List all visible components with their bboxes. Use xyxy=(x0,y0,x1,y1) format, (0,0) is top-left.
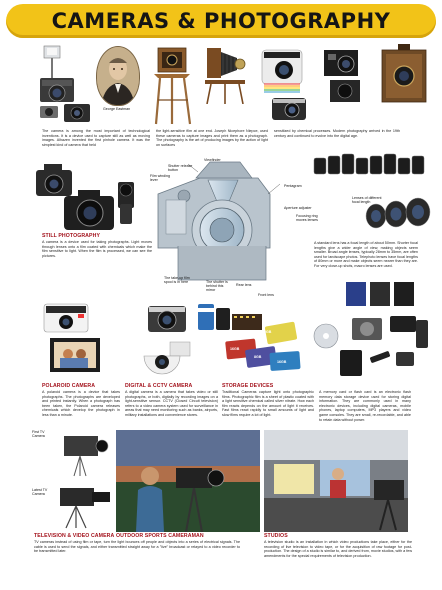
compact-camera-illustration xyxy=(270,94,308,124)
label-aperture-adjuster: Aperture adjuster xyxy=(284,206,312,210)
intro-text-right: sensitized by chemical processes. Modern photography arrived in the 19th century and continued to evolve into the digital age. xyxy=(274,129,400,138)
label-take-up-spool: The take-up film spool is in here xyxy=(164,276,190,285)
instant-photo-illustration xyxy=(48,336,104,374)
flash-camera-illustration xyxy=(38,44,94,128)
label-shutter-release: Shutter release button xyxy=(168,164,193,173)
intro-text-middle: the light-sensitive film at one end. Joseph Nicephore Niepce, used these cameras to capture images and print them as a photograph. The photography is the art of producing images by the action of light on surfaces xyxy=(156,129,268,147)
lens-text: A standard lens has a focal length of about 50mm. Shorter focal lengths give a wider angle of view, making objects seem smaller. Broad angle lenses, typically 28mm to 35mm, are often used for landscape photos. Telephoto lenses have focal lengths of 80mm or more and make objects seem nearer than they are. For very close-up shots, macro lenses are used. xyxy=(314,241,418,268)
heading-outdoor-sports: OUTDOOR SPORTS CAMERAMAN xyxy=(116,533,204,539)
instant-camera-illustration xyxy=(258,42,312,96)
george-eastman-portrait xyxy=(96,46,140,106)
heading-polaroid: POLAROID CAMERA xyxy=(42,383,96,389)
label-latest-tv-camera: Latest TV Camera xyxy=(32,488,48,497)
heading-still-photography: STILL PHOTOGRAPHY xyxy=(42,233,100,239)
tv-camera-text: TV cameras instead of using film or tape, turn the light bounces off people and objects into a series of electrical signals. The cable is used to send the signals, and either transmitted straight away for a "live" broadcast or relayed to a video recorder to be transmitted later. xyxy=(34,540,240,554)
label-film-winding: Film winding lever xyxy=(150,174,170,183)
heading-studios: STUDIOS xyxy=(264,533,288,539)
tv-studio-photo xyxy=(264,430,408,532)
heading-storage: STORAGE DEVICES xyxy=(222,383,274,389)
digital-camera-illustration xyxy=(146,300,188,336)
heading-tv-video-camera: TELEVISION & VIDEO CAMERA xyxy=(34,533,115,539)
film-and-memory-cards-illustration xyxy=(196,300,310,380)
still-photography-text: A camera is a device used for taking photographs. Light moves through lenses onto a film coated with chemicals which make the film sensitive to light. When the film is processed, we can see the pictures. xyxy=(42,240,152,258)
label-lenses-focal: Lenses of different focal length xyxy=(352,196,382,205)
polaroid-camera-illustration xyxy=(42,300,90,334)
label-focusing-ring: Focusing ring moves lenses xyxy=(296,214,318,223)
label-rear-lens: Rear lens xyxy=(236,283,252,287)
bellows-camera-illustration xyxy=(205,44,247,104)
portrait-caption: George Eastman xyxy=(103,107,131,111)
card-label-3: 8GB xyxy=(254,355,262,359)
intro-text-left: The camera is among the most important of technological inventions. It is a device used to capture still as well as moving images. Alhazen invented the first pinhole camera. It was the simplest kind of camera that held xyxy=(42,129,150,147)
heading-digital-cctv: DIGITAL & CCTV CAMERA xyxy=(125,383,193,389)
sports-cameraman-photo xyxy=(116,430,260,532)
storage-text: Traditional Cameras capture light onto photographic films. Photographic film is a sheet of plastic coated with a light sensitive chemical called silver nitrate. How each film reacts depends on the amount of light it receives. Fast films react rapidly to small amounts of light and slow films require a lot of light. xyxy=(222,390,314,417)
polaroid-text: A polaroid camera is a device that takes photographs. The photographs are developed and printed instantly. When a photograph has been taken, the Polaroid camera releases chemicals which develop the photograph in less than a minute. xyxy=(42,390,120,417)
slr-cameras-illustration xyxy=(34,160,144,236)
title-banner xyxy=(6,4,436,38)
folding-camera-illustration xyxy=(320,44,374,114)
box-camera-illustration xyxy=(376,42,436,112)
lenses-illustration xyxy=(312,150,438,240)
card-label-1: 32GB xyxy=(262,330,272,334)
label-shutter-mirror: The shutter is behind this mirror xyxy=(206,280,228,293)
card-label-2: 16GB xyxy=(230,347,240,351)
studios-text: A television studio is an installation in which video productions take place, either for the recording of live television to video tape, or for the acquisition of raw footage for post-production. The design of a studio is similar to, and derived from, movie studios, with a few amendments for the special requirements of television production. xyxy=(264,540,412,558)
label-viewfinder: Viewfinder xyxy=(204,158,221,162)
memory-card-text: A memory card or flash card is an electronic flash memory data storage device used for storing digital information. They are commonly used in many electronic devices, including digital cameras, mobile phones, laptop computers, MP3 players and video game consoles. They are small, re-recordable, and able to retain data without power. xyxy=(319,390,411,422)
digital-cctv-text: A digital camera is a camera that takes video or still photographs, or both, digitally by recording images on a light-sensitive sensor. CCTV (Closed Circuit television) refers to a video camera system used for surveillance in areas that may need monitoring such as banks, airports, military installations and convenience stores. xyxy=(125,390,218,417)
cctv-camera-illustration xyxy=(136,338,192,376)
label-pentagram: Pentagram xyxy=(284,184,302,188)
wooden-view-camera-illustration xyxy=(150,44,196,126)
page-title: CAMERAS & PHOTOGRAPHY xyxy=(51,9,391,33)
label-first-tv-camera: First TV Camera xyxy=(32,430,45,439)
card-label-4: 16GB xyxy=(277,360,287,364)
label-front-lens: Front lens xyxy=(258,293,274,297)
storage-devices-illustration xyxy=(312,280,438,380)
tv-cameras-illustration xyxy=(56,430,114,530)
